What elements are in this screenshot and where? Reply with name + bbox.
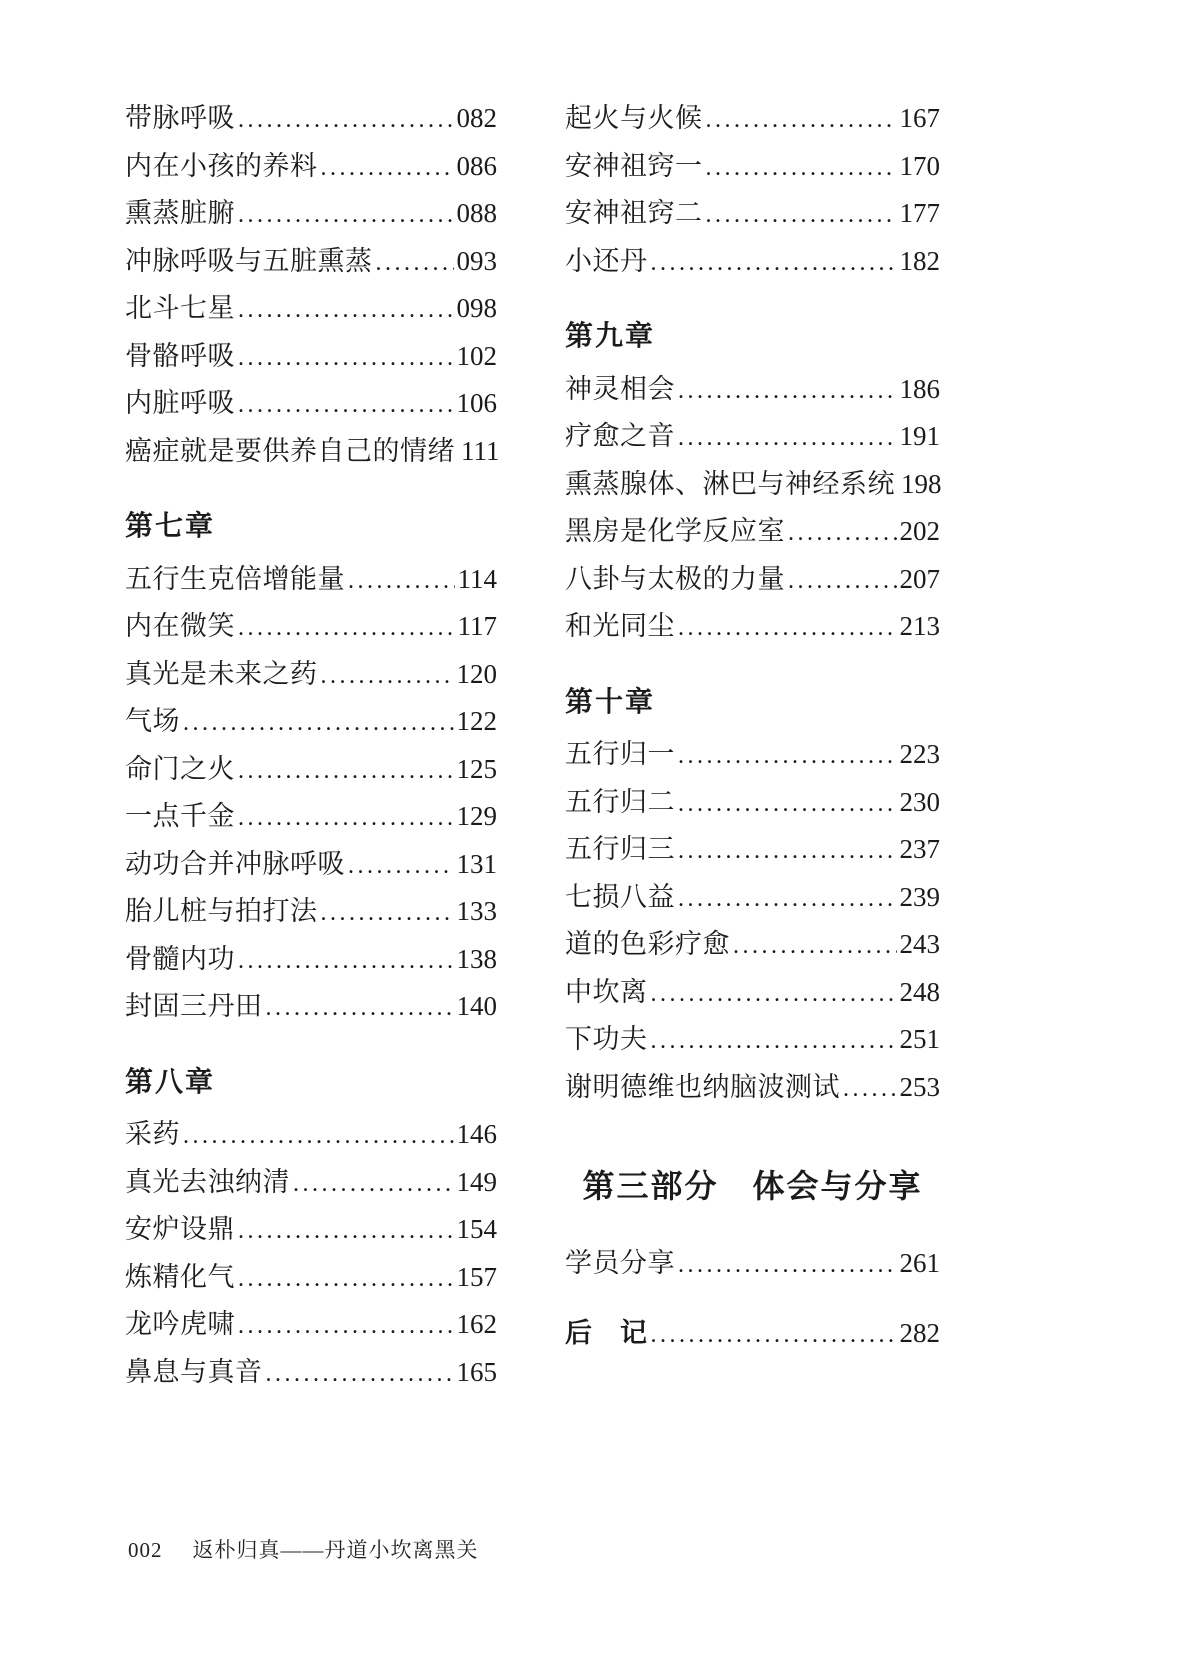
toc-entry — [125, 793, 497, 841]
toc-entry — [565, 508, 940, 556]
dot-leader — [238, 603, 455, 653]
entry-title: 谢明德维也纳脑波测试 — [565, 1071, 840, 1102]
toc-entry — [565, 366, 940, 414]
toc-entry — [565, 95, 940, 143]
toc-entry — [565, 413, 940, 461]
toc-entry — [565, 461, 940, 509]
entry-page-number: 122 — [456, 706, 497, 736]
entry-page-number: 239 — [899, 881, 940, 912]
entry-title: 道的色彩疗愈 — [565, 929, 730, 959]
toc-entry — [565, 731, 940, 779]
entry-title: 小还丹 — [565, 245, 648, 276]
toc-entry — [125, 143, 497, 191]
dot-leader — [348, 556, 455, 606]
entry-title: 五行生克倍增能量 — [125, 563, 345, 594]
entry-title: 骨骼呼吸 — [125, 340, 235, 371]
entry-page-number: 243 — [899, 929, 940, 959]
dot-leader — [238, 333, 454, 383]
entry-page-number: 125 — [456, 753, 497, 784]
dot-leader — [376, 238, 454, 288]
entry-page-number: 207 — [899, 563, 940, 594]
toc-entry — [125, 190, 497, 238]
entry-page-number: 170 — [899, 150, 940, 181]
toc-entry — [125, 380, 497, 428]
entry-page-number: 157 — [456, 1261, 497, 1292]
entry-title: 后 记 — [565, 1317, 648, 1348]
dot-leader — [238, 190, 454, 240]
toc-entry — [565, 1310, 940, 1358]
toc-columns — [125, 95, 940, 1396]
dot-leader — [678, 731, 897, 781]
dot-leader — [238, 1254, 454, 1304]
dot-leader — [678, 779, 897, 829]
entry-title: 神灵相会 — [565, 373, 675, 404]
entry-page-number: 093 — [456, 245, 497, 276]
entry-page-number: 131 — [456, 848, 497, 879]
entry-title: 炼精化气 — [125, 1261, 235, 1292]
entry-title: 命门之火 — [125, 753, 235, 784]
dot-leader — [238, 793, 454, 843]
entry-page-number: 191 — [899, 421, 940, 451]
part-heading — [565, 1159, 940, 1214]
dot-leader — [238, 1301, 454, 1351]
entry-page-number: 082 — [456, 103, 497, 133]
toc-right-column — [565, 95, 940, 1396]
toc-entry — [125, 888, 497, 936]
entry-page-number: 223 — [899, 739, 940, 769]
entry-page-number: 251 — [899, 1024, 940, 1054]
entry-page-number: 261 — [899, 1248, 940, 1278]
entry-title: 疗愈之音 — [565, 421, 675, 451]
toc-entry — [565, 603, 940, 651]
toc-entry — [565, 779, 940, 827]
dot-leader — [651, 969, 897, 1019]
entry-page-number: 088 — [456, 198, 497, 228]
toc-entry — [125, 1206, 497, 1254]
toc-entry — [125, 983, 497, 1031]
entry-title: 鼻息与真音 — [125, 1356, 263, 1387]
entry-title: 封固三丹田 — [125, 991, 263, 1021]
entry-page-number: 167 — [899, 103, 940, 133]
heading-text: 第十章 — [565, 686, 656, 718]
entry-page-number: 202 — [899, 516, 940, 546]
entry-page-number: 111 — [461, 435, 500, 466]
entry-page-number: 149 — [456, 1166, 497, 1197]
dot-leader — [321, 651, 454, 701]
entry-title: 气场 — [125, 706, 180, 736]
dot-leader — [843, 1064, 897, 1114]
dot-leader — [678, 366, 897, 416]
entry-page-number: 186 — [899, 373, 940, 404]
entry-page-number: 140 — [456, 991, 497, 1021]
entry-title: 五行归三 — [565, 834, 675, 864]
dot-leader — [788, 556, 897, 606]
entry-page-number: 237 — [899, 834, 940, 864]
entry-title: 骨髓内功 — [125, 943, 235, 974]
toc-entry — [565, 556, 940, 604]
entry-page-number: 230 — [899, 786, 940, 817]
toc-entry — [125, 1159, 497, 1207]
toc-entry — [125, 556, 497, 604]
dot-leader — [183, 698, 454, 748]
entry-title: 龙吟虎啸 — [125, 1309, 235, 1339]
toc-entry — [565, 1016, 940, 1064]
toc-entry — [125, 1301, 497, 1349]
toc-entry — [125, 428, 500, 476]
dot-leader — [183, 1111, 454, 1161]
toc-entry — [125, 285, 497, 333]
entry-page-number: 253 — [899, 1071, 940, 1102]
toc-entry — [125, 1111, 497, 1159]
toc-entry — [125, 698, 497, 746]
entry-title: 学员分享 — [565, 1248, 675, 1278]
heading-text: 第九章 — [565, 321, 656, 352]
heading-text: 第三部分 体会与分享 — [582, 1168, 923, 1204]
entry-title: 七损八益 — [565, 881, 675, 912]
entry-page-number: 146 — [456, 1119, 497, 1149]
footer-page-number: 002 — [128, 1538, 163, 1562]
entry-page-number: 162 — [456, 1309, 497, 1339]
entry-title: 安神祖窍二 — [565, 198, 703, 228]
toc-entry — [125, 333, 497, 381]
dot-leader — [678, 603, 897, 653]
entry-title: 动功合并冲脉呼吸 — [125, 848, 345, 879]
dot-leader — [238, 95, 454, 145]
entry-page-number: 106 — [456, 388, 497, 418]
entry-title: 内在小孩的养料 — [125, 150, 318, 181]
toc-entry — [125, 603, 497, 651]
entry-page-number: 182 — [899, 245, 940, 276]
toc-entry — [565, 143, 940, 191]
entry-title: 黑房是化学反应室 — [565, 516, 785, 546]
dot-leader — [266, 983, 454, 1033]
toc-entry — [565, 921, 940, 969]
toc-entry — [565, 874, 940, 922]
dot-leader — [651, 1016, 897, 1066]
entry-title: 安炉设鼎 — [125, 1214, 235, 1244]
entry-page-number: 165 — [456, 1356, 497, 1387]
toc-entry — [125, 1349, 497, 1397]
dot-leader — [678, 413, 897, 463]
entry-title: 北斗七星 — [125, 293, 235, 323]
entry-title: 八卦与太极的力量 — [565, 563, 785, 594]
chapter-heading — [565, 313, 940, 361]
toc-entry — [125, 936, 497, 984]
entry-title: 下功夫 — [565, 1024, 648, 1054]
entry-title: 熏蒸腺体、淋巴与神经系统 — [565, 468, 895, 499]
dot-leader — [321, 143, 454, 193]
dot-leader — [706, 143, 897, 193]
entry-title: 中坎离 — [565, 976, 648, 1007]
entry-title: 一点千金 — [125, 801, 235, 831]
dot-leader — [651, 238, 897, 288]
entry-page-number: 098 — [456, 293, 497, 323]
entry-title: 和光同尘 — [565, 611, 675, 641]
entry-title: 安神祖窍一 — [565, 150, 703, 181]
chapter-heading — [125, 1059, 497, 1107]
dot-leader — [348, 841, 454, 891]
toc-entry — [125, 1254, 497, 1302]
dot-leader — [238, 285, 454, 335]
entry-title: 冲脉呼吸与五脏熏蒸 — [125, 245, 373, 276]
entry-title: 带脉呼吸 — [125, 103, 235, 133]
dot-leader — [706, 190, 897, 240]
toc-entry — [565, 1064, 940, 1112]
entry-page-number: 213 — [899, 611, 940, 641]
dot-leader — [293, 1159, 454, 1209]
toc-left-column — [125, 95, 500, 1396]
toc-entry — [565, 238, 940, 286]
toc-entry — [125, 238, 497, 286]
toc-entry — [565, 190, 940, 238]
entry-title: 胎儿桩与拍打法 — [125, 896, 318, 926]
entry-title: 起火与火候 — [565, 103, 703, 133]
toc-entry — [125, 651, 497, 699]
entry-title: 真光去浊纳清 — [125, 1166, 290, 1197]
dot-leader — [238, 746, 454, 796]
dot-leader — [788, 508, 897, 558]
dot-leader — [733, 921, 897, 971]
dot-leader — [706, 95, 897, 145]
toc-entry — [565, 1240, 940, 1288]
dot-leader — [238, 380, 454, 430]
entry-title: 采药 — [125, 1119, 180, 1149]
entry-page-number: 102 — [456, 340, 497, 371]
footer-book-title: 返朴归真——丹道小坎离黑关 — [192, 1538, 479, 1562]
entry-page-number: 086 — [456, 150, 497, 181]
entry-page-number: 138 — [456, 943, 497, 974]
entry-page-number: 129 — [456, 801, 497, 831]
entry-page-number: 133 — [456, 896, 497, 926]
toc-entry — [565, 826, 940, 874]
entry-title: 五行归二 — [565, 786, 675, 817]
dot-leader — [678, 874, 897, 924]
toc-entry — [125, 746, 497, 794]
entry-page-number: 114 — [457, 563, 497, 594]
dot-leader — [678, 826, 897, 876]
entry-title: 癌症就是要供养自己的情绪 — [125, 435, 455, 466]
entry-page-number: 154 — [456, 1214, 497, 1244]
entry-page-number: 248 — [899, 976, 940, 1007]
chapter-heading — [125, 503, 497, 551]
dot-leader — [321, 888, 454, 938]
toc-entry — [565, 969, 940, 1017]
entry-page-number: 177 — [899, 198, 940, 228]
toc-entry — [125, 95, 497, 143]
entry-page-number: 120 — [456, 658, 497, 689]
entry-title: 熏蒸脏腑 — [125, 198, 235, 228]
dot-leader — [651, 1310, 897, 1360]
dot-leader — [238, 1206, 454, 1256]
entry-title: 内脏呼吸 — [125, 388, 235, 418]
heading-text: 第七章 — [125, 511, 216, 542]
toc-entry — [125, 841, 497, 889]
dot-leader — [238, 936, 454, 986]
dot-leader — [266, 1349, 454, 1399]
entry-page-number: 117 — [457, 611, 497, 641]
entry-page-number: 282 — [899, 1317, 940, 1348]
page-footer — [128, 1534, 479, 1564]
entry-page-number: 198 — [901, 468, 942, 499]
chapter-heading — [565, 679, 940, 727]
entry-title: 真光是未来之药 — [125, 658, 318, 689]
entry-title: 内在微笑 — [125, 611, 235, 641]
entry-title: 五行归一 — [565, 739, 675, 769]
dot-leader — [678, 1240, 897, 1290]
heading-text: 第八章 — [125, 1066, 216, 1098]
